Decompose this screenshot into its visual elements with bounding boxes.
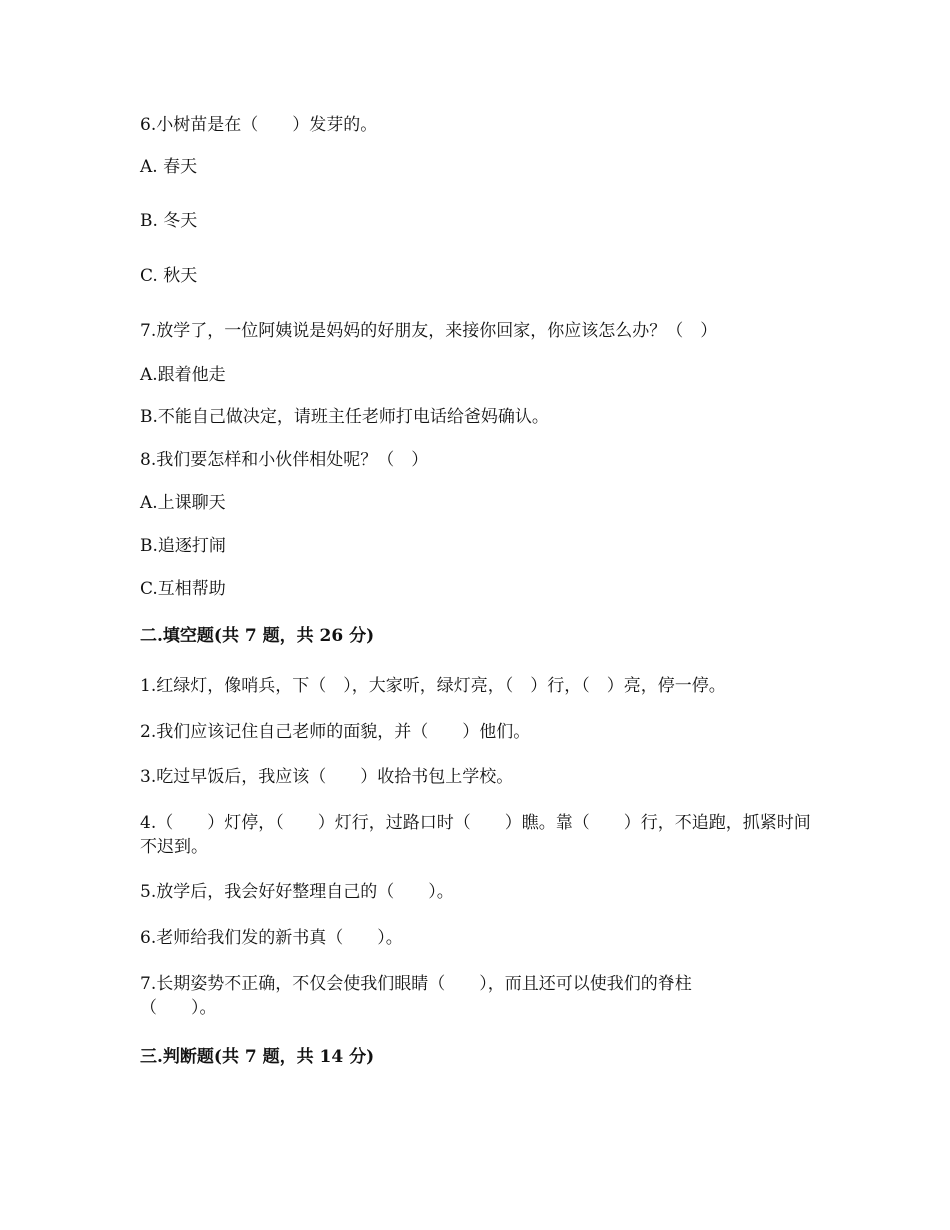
fill-blank-item-4: 4.（ ）灯停，（ ）灯行，过路口时（ ）瞧。靠（ ）行，不追跑，抓紧时间不迟到。 [140, 813, 811, 857]
fill-blank-item-6: 6.老师给我们发的新书真（ ）。 [140, 928, 403, 948]
question-8-option-c: C.互相帮助 [140, 579, 226, 599]
question-8-stem: 8.我们要怎样和小伙伴相处呢？（ ） [140, 450, 429, 470]
question-8-option-b: B.追逐打闹 [140, 536, 226, 556]
question-7-option-a: A.跟着他走 [140, 365, 226, 385]
question-7-option-b: B.不能自己做决定，请班主任老师打电话给爸妈确认。 [140, 407, 549, 427]
fill-blank-item-2: 2.我们应该记住自己老师的面貌，并（ ）他们。 [140, 722, 531, 742]
question-6-stem: 6.小树苗是在（ ）发芽的。 [140, 115, 378, 135]
question-6-option-b: B. 冬天 [140, 211, 198, 231]
section-2-heading: 二.填空题(共 7 题，共 26 分) [140, 626, 375, 646]
fill-blank-item-3: 3.吃过早饭后，我应该（ ）收拾书包上学校。 [140, 767, 514, 787]
fill-blank-item-7: 7.长期姿势不正确，不仅会使我们眼睛（ ），而且还可以使我们的脊柱（ ）。 [140, 974, 692, 1018]
question-6-option-a: A. 春天 [140, 157, 198, 177]
section-3-heading: 三.判断题(共 7 题，共 14 分) [140, 1047, 375, 1067]
fill-blank-item-5: 5.放学后，我会好好整理自己的（ ）。 [140, 882, 454, 902]
fill-blank-item-1: 1.红绿灯，像哨兵，下（ ），大家听，绿灯亮，（ ）行，（ ）亮，停一停。 [140, 676, 726, 696]
question-7-stem: 7.放学了，一位阿姨说是妈妈的好朋友，来接你回家，你应该怎么办？（ ） [140, 321, 718, 341]
question-6-option-c: C. 秋天 [140, 266, 198, 286]
question-8-option-a: A.上课聊天 [140, 493, 226, 513]
